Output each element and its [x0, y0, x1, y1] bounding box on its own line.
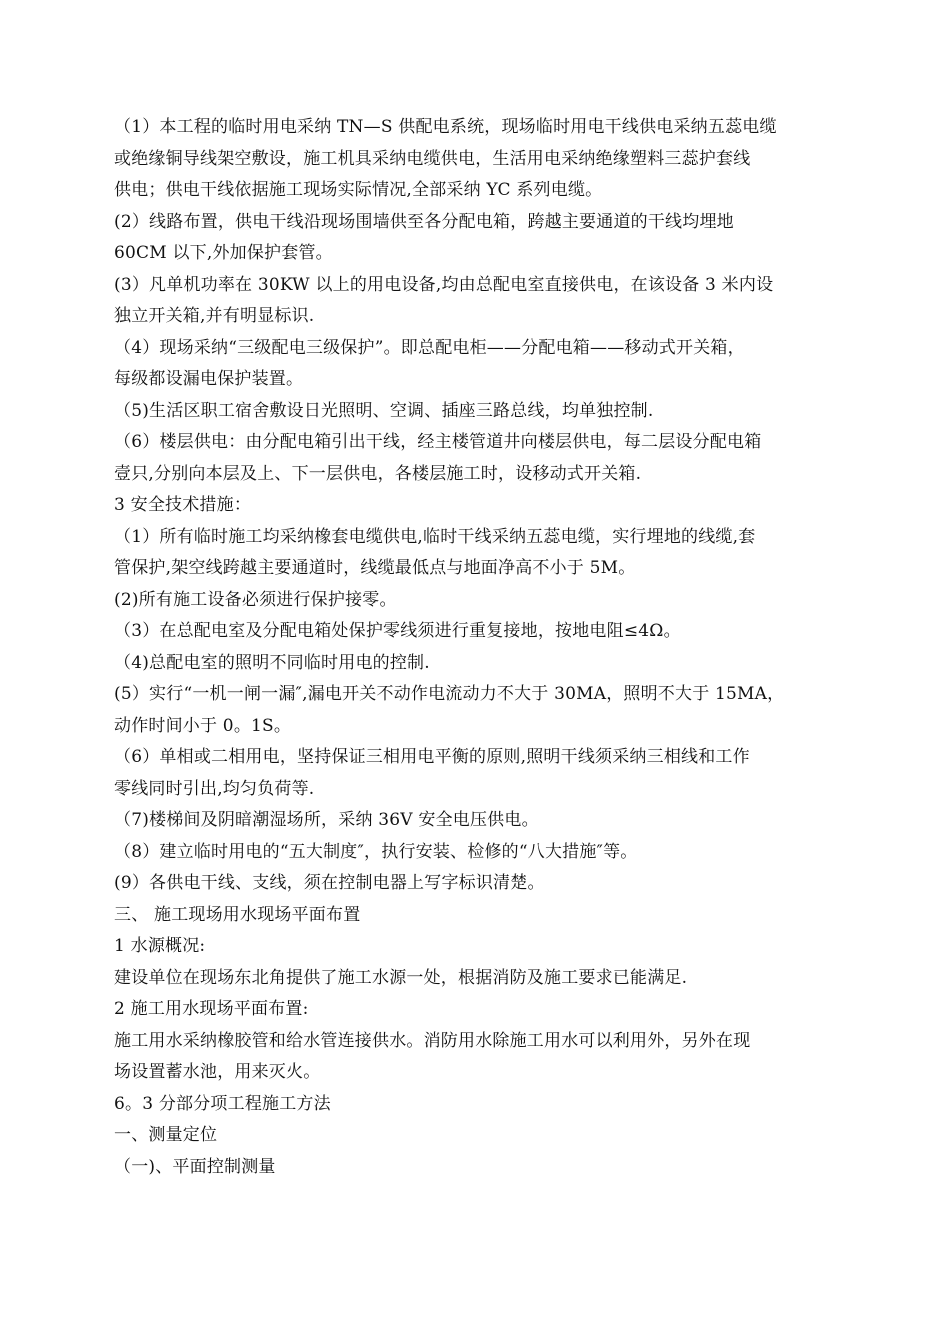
- paragraph-line: （5)生活区职工宿舍敷设日光照明、空调、插座三路总线，均单独控制.: [114, 400, 654, 421]
- paragraph-line: 建设单位在现场东北角提供了施工水源一处，根据消防及施工要求已能满足.: [114, 967, 688, 988]
- paragraph-line: 或绝缘铜导线架空敷设，施工机具采纳电缆供电，生活用电采纳绝缘塑料三蕊护套线: [114, 148, 751, 169]
- paragraph-line: （4)总配电室的照明不同临时用电的控制.: [114, 652, 430, 673]
- subsection-heading: （一)、平面控制测量: [114, 1156, 276, 1177]
- paragraph-line: （6）楼层供电：由分配电箱引出干线，经主楼管道井向楼层供电，每二层设分配电箱: [114, 432, 762, 452]
- paragraph-line: （7)楼梯间及阴暗潮湿场所，采纳 36V 安全电压供电。: [114, 810, 539, 830]
- paragraph-line: 场设置蓄水池，用来灭火。: [114, 1062, 321, 1082]
- paragraph-line: 管保护,架空线跨越主要通道时，线缆最低点与地面净高不小于 5M。: [114, 558, 636, 578]
- subsection-heading: 2 施工用水现场平面布置:: [114, 999, 309, 1019]
- paragraph-line: 壹只,分别向本层及上、下一层供电，各楼层施工时，设移动式开关箱.: [114, 463, 642, 484]
- paragraph-line: 60CM 以下,外加保护套管。: [114, 243, 333, 263]
- paragraph-line: （8）建立临时用电的“五大制度″，执行安装、检修的“八大措施″等。: [114, 841, 638, 862]
- paragraph-line: （1）本工程的临时用电采纳 TN—S 供配电系统，现场临时用电干线供电采纳五蕊电缆: [114, 117, 777, 137]
- section-heading: 一、测量定位: [114, 1125, 218, 1145]
- paragraph-line: 独立开关箱,并有明显标识.: [114, 306, 315, 326]
- paragraph-line: 每级都设漏电保护装置。: [114, 369, 304, 389]
- subsection-heading: 1 水源概况:: [114, 936, 206, 956]
- paragraph-line: （1）所有临时施工均采纳橡套电缆供电,临时干线采纳五蕊电缆，实行埋地的线缆,套: [114, 526, 756, 547]
- paragraph-line: (2）线路布置，供电干线沿现场围墙供至各分配电箱，跨越主要通道的干线均埋地: [114, 211, 734, 232]
- paragraph-line: (5）实行“一机一闸一漏″,漏电开关不动作电流动力不大于 30MA，照明不大于 15MA，: [114, 684, 785, 704]
- paragraph-line: (9）各供电干线、支线，须在控制电器上写字标识清楚。: [114, 873, 545, 893]
- paragraph-line: (3）凡单机功率在 30KW 以上的用电设备,均由总配电室直接供电，在该设备 3 米内设: [114, 274, 774, 295]
- document-body: [114, 112, 834, 1183]
- paragraph-line: （6）单相或二相用电，坚持保证三相用电平衡的原则,照明干线须采纳三相线和工作: [114, 747, 750, 767]
- paragraph-line: 动作时间小于 0。1S。: [114, 715, 292, 736]
- paragraph-line: （3）在总配电室及分配电箱处保护零线须进行重复接地，按地电阻≤4Ω。: [114, 621, 681, 641]
- paragraph-line: （4）现场采纳“三级配电三级保护”。即总配电柜——分配电箱——移动式开关箱，: [114, 337, 745, 358]
- paragraph-line: 供电；供电干线依据施工现场实际情况,全部采纳 YC 系列电缆。: [114, 180, 603, 200]
- section-heading: 3 安全技术措施：: [114, 495, 252, 515]
- paragraph-line: (2)所有施工设备必须进行保护接零。: [114, 589, 397, 610]
- paragraph-line: 施工用水采纳橡胶管和给水管连接供水。消防用水除施工用水可以利用外，另外在现: [114, 1030, 751, 1051]
- section-heading: 三、 施工现场用水现场平面布置: [114, 904, 361, 925]
- paragraph-line: 零线同时引出,均匀负荷等.: [114, 778, 315, 799]
- section-heading: 6。3 分部分项工程施工方法: [114, 1093, 331, 1114]
